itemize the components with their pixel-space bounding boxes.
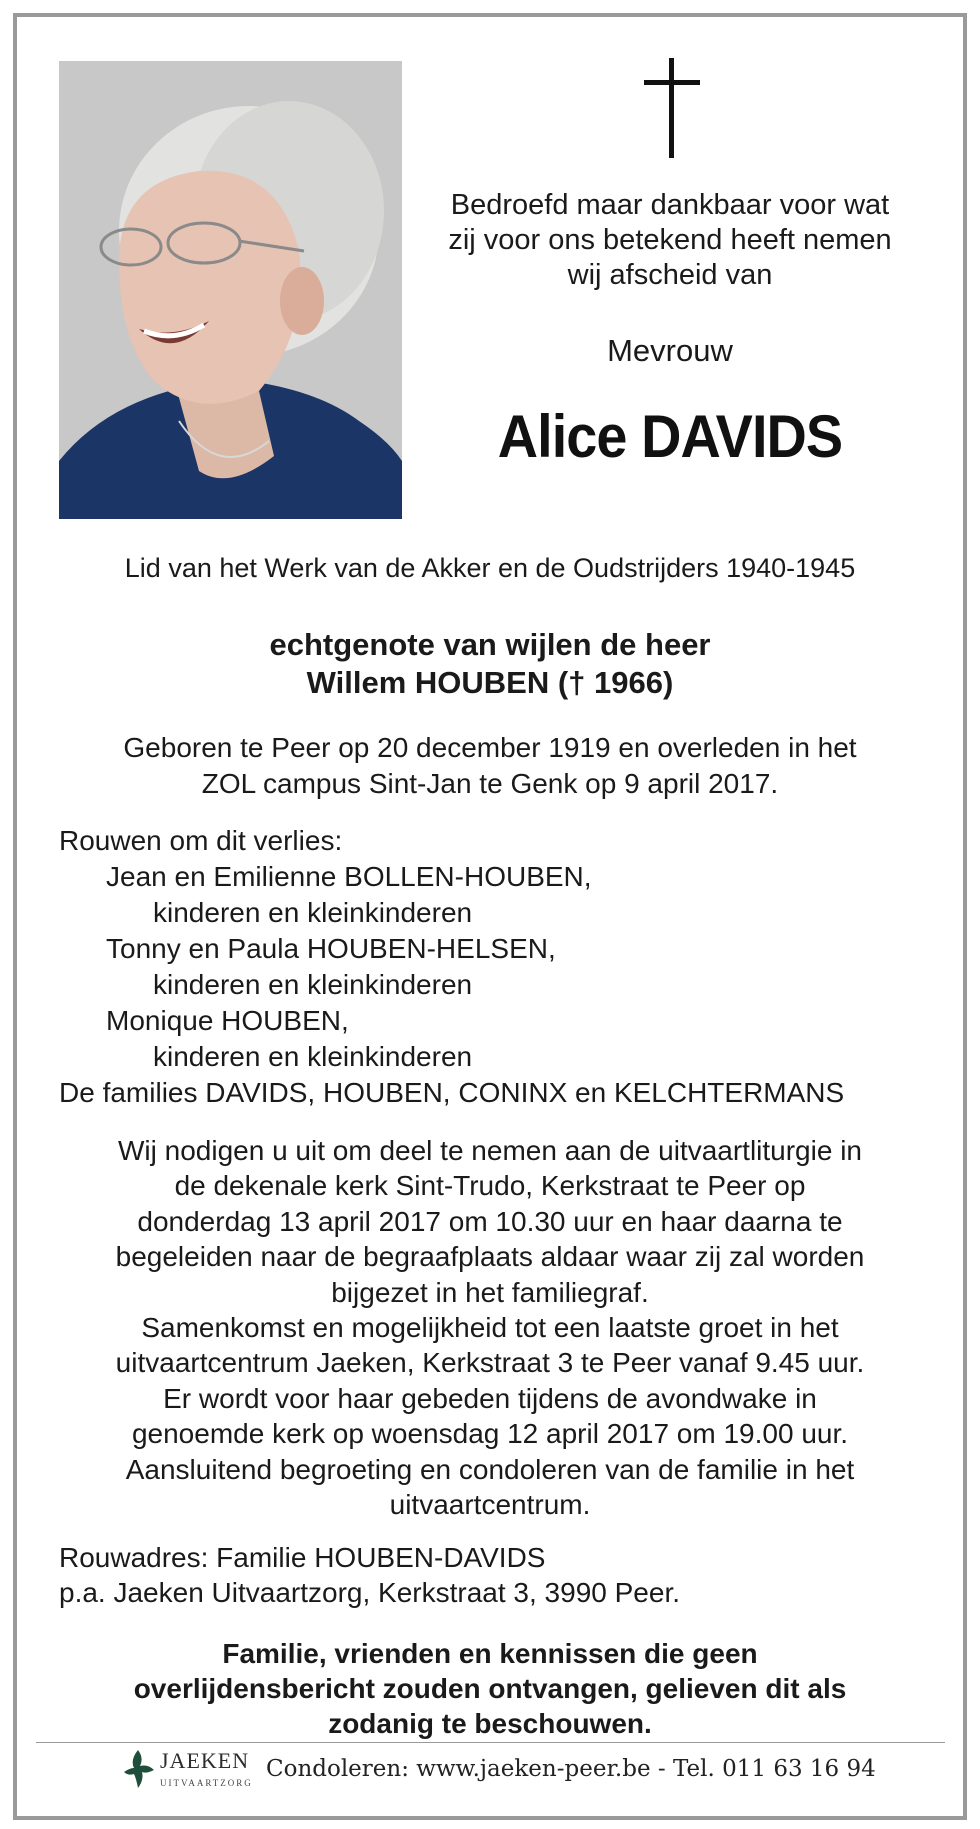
mourner-line: Tonny en Paula HOUBEN-HELSEN,	[106, 933, 556, 964]
notice-line: zodanig te beschouwen.	[328, 1708, 652, 1739]
address-line: p.a. Jaeken Uitvaartzorg, Kerkstraat 3, 3990 Peer.	[59, 1577, 681, 1608]
invitation-line: uitvaartcentrum Jaeken, Kerkstraat 3 te Peer vanaf 9.45 uur.	[115, 1347, 865, 1379]
mourners-list	[59, 823, 939, 1111]
invitation-line: bijgezet in het familiegraf.	[331, 1276, 649, 1308]
mourner-line: Monique HOUBEN,	[106, 1005, 349, 1036]
invitation-line: genoemde kerk op woensdag 12 april 2017 om 19.00 uur.	[131, 1418, 849, 1450]
mourners-heading: Rouwen om dit verlies:	[59, 825, 343, 856]
invitation-line: begeleiden naar de begraafplaats aldaar waar zij zal worden	[115, 1241, 865, 1273]
mourner-line: kinderen en kleinkinderen	[153, 1041, 473, 1072]
mourning-address	[59, 1540, 939, 1610]
invitation-line: Wij nodigen u uit om deel te nemen aan de uitvaartliturgie in	[118, 1135, 862, 1166]
intro-line: wij afscheid van	[567, 259, 773, 291]
logo-wordmark: JAEKEN	[160, 1748, 250, 1773]
notice-line: Familie, vrienden en kennissen die geen	[222, 1638, 758, 1669]
intro-line: zij voor ons betekend heeft nemen	[448, 224, 892, 256]
dove-icon	[122, 1748, 156, 1792]
logo-subtitle: UITVAARTZORG	[160, 1778, 253, 1788]
invitation-line: Samenkomst en mogelijkheid tot een laatste groet in het	[141, 1312, 839, 1344]
notice-line: overlijdensbericht zouden ontvangen, gelieven dit als	[133, 1673, 847, 1704]
deceased-name: Alice DAVIDS	[497, 403, 843, 470]
footer-divider	[36, 1742, 945, 1743]
born-line: ZOL campus Sint-Jan te Genk op 9 april 2017.	[201, 768, 779, 799]
invitation-line: uitvaartcentrum.	[389, 1489, 591, 1521]
intro-text	[415, 188, 925, 293]
spouse-line: Willem HOUBEN († 1966)	[306, 665, 674, 700]
portrait-photo	[59, 61, 402, 519]
mourner-line: kinderen en kleinkinderen	[153, 897, 473, 928]
notice-text	[40, 1636, 940, 1741]
invitation-line: de dekenale kerk Sint-Trudo, Kerkstraat te Peer op	[174, 1170, 806, 1202]
invitation-text	[40, 1133, 940, 1522]
invitation-line: Aansluitend begroeting en condoleren van de familie in het	[125, 1453, 855, 1485]
portrait-illustration	[59, 61, 402, 519]
mourner-line: Jean en Emilienne BOLLEN-HOUBEN,	[106, 861, 592, 892]
cross-icon	[644, 58, 700, 158]
families-line: De families DAVIDS, HOUBEN, CONINX en KELCHTERMANS	[59, 1077, 845, 1108]
spouse-line: echtgenote van wijlen de heer	[269, 627, 711, 662]
born-line: Geboren te Peer op 20 december 1919 en overleden in het	[123, 732, 857, 763]
jaeken-logo	[120, 1748, 260, 1794]
spouse-info	[40, 626, 940, 702]
invitation-line: Er wordt voor haar gebeden tijdens de avondwake in	[163, 1382, 817, 1414]
honorific: Mevrouw	[607, 333, 733, 368]
condolence-contact: Condoleren: www.jaeken-peer.be - Tel. 011 63 16 94	[266, 1756, 876, 1782]
mourner-line: kinderen en kleinkinderen	[153, 969, 473, 1000]
membership-line: Lid van het Werk van de Akker en de Oudstrijders 1940-1945	[124, 553, 856, 583]
birth-death-info	[40, 730, 940, 802]
invitation-line: donderdag 13 april 2017 om 10.30 uur en haar daarna te	[137, 1205, 843, 1237]
intro-line: Bedroefd maar dankbaar voor wat	[450, 189, 890, 221]
address-line: Rouwadres: Familie HOUBEN-DAVIDS	[59, 1542, 546, 1573]
